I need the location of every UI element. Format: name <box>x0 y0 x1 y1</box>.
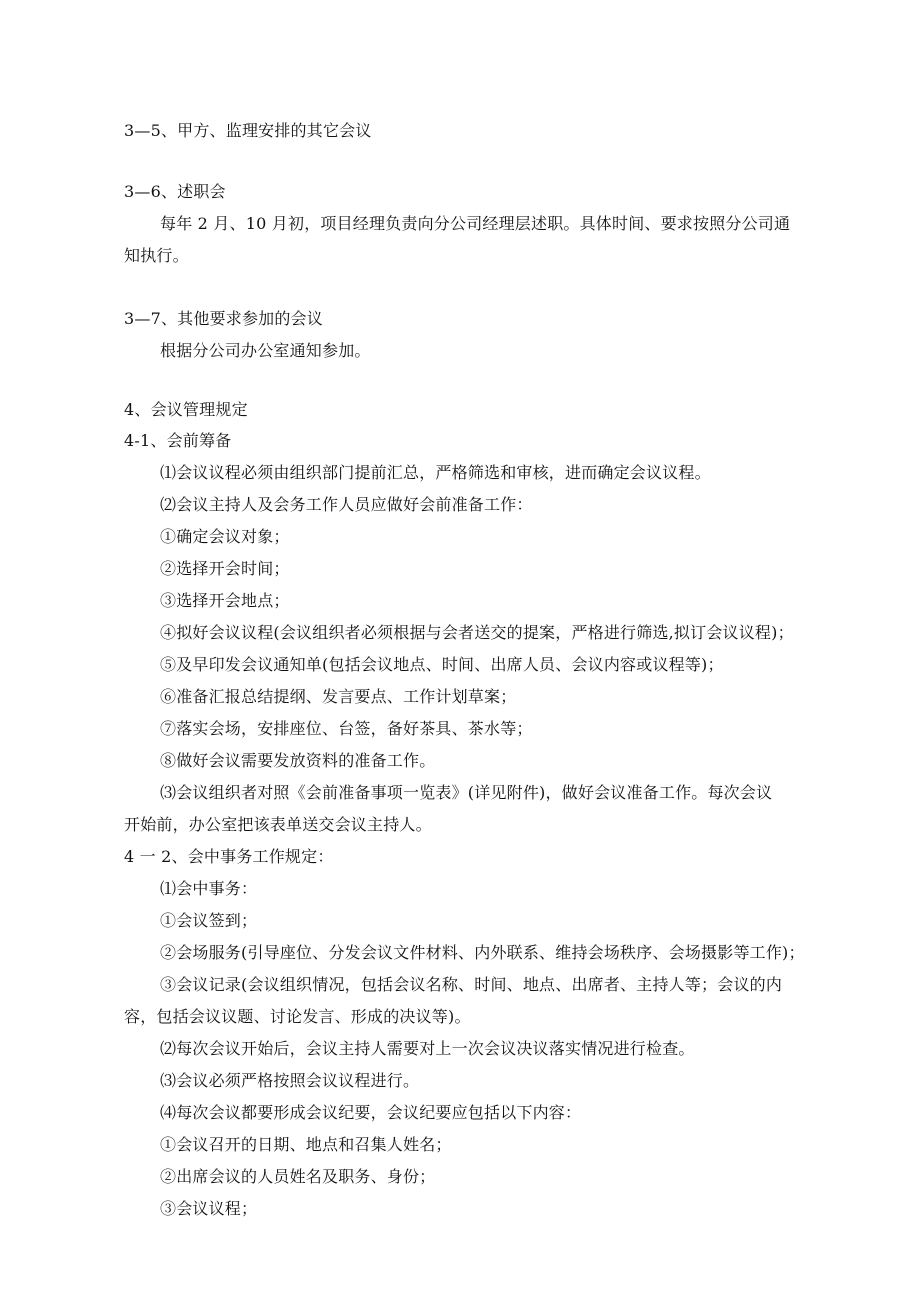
paragraph-3-6-line-2: 知执行。 <box>124 246 189 265</box>
list-item: ⑴会议议程必须由组织部门提前汇总，严格筛选和审核，进而确定会议议程。 <box>160 463 711 482</box>
list-item: ③选择开会地点； <box>160 591 290 610</box>
paragraph-3-7: 根据分公司办公室通知参加。 <box>160 341 371 360</box>
list-item: ④拟好会议议程(会议组织者必须根据与会者送交的提案，严格进行筛选,拟订会议议程)； <box>160 623 794 642</box>
list-item: ⑷每次会议都要形成会议纪要，会议纪要应包括以下内容： <box>160 1103 582 1122</box>
list-item: ①会议签到； <box>160 911 258 930</box>
list-item: ①确定会议对象； <box>160 527 290 546</box>
list-item: ⑶会议组织者对照《会前准备事项一览表》(详见附件)，做好会议准备工作。每次会议 <box>160 783 773 802</box>
list-item: ③会议议程； <box>160 1199 258 1218</box>
list-item: ⑧做好会议需要发放资料的准备工作。 <box>160 751 436 770</box>
heading-3-7: 3—7、其他要求参加的会议 <box>124 309 323 328</box>
list-item: ③会议记录(会议组织情况，包括会议名称、时间、地点、出席者、主持人等；会议的内 <box>160 975 783 994</box>
list-item: ①会议召开的日期、地点和召集人姓名； <box>160 1135 452 1154</box>
list-item-continuation: 容，包括会议议题、讨论发言、形成的决议等)。 <box>124 1007 471 1026</box>
heading-3-6: 3—6、述职会 <box>124 182 226 201</box>
list-item: ⑦落实会场，安排座位、台签，备好茶具、茶水等； <box>160 719 533 738</box>
heading-4: 4、会议管理规定 <box>124 400 248 419</box>
list-item: ⑥准备汇报总结提纲、发言要点、工作计划草案； <box>160 687 517 706</box>
heading-4-1: 4-1、会前筹备 <box>124 431 232 450</box>
paragraph-3-6-line-1: 每年 2 月、10 月初，项目经理负责向分公司经理层述职。具体时间、要求按照分公司通 <box>160 214 791 233</box>
heading-3-5: 3—5、甲方、监理安排的其它会议 <box>124 121 372 140</box>
list-item: ⑤及早印发会议通知单(包括会议地点、时间、出席人员、会议内容或议程等)； <box>160 655 724 674</box>
list-item: ②选择开会时间； <box>160 559 290 578</box>
list-item: ⑶会议必须严格按照会议议程进行。 <box>160 1071 420 1090</box>
list-item-continuation: 开始前，办公室把该表单送交会议主持人。 <box>124 815 432 834</box>
list-item: ⑴会中事务： <box>160 879 258 898</box>
heading-4-2: 4 一 2、会中事务工作规定： <box>124 847 334 866</box>
list-item: ⑵每次会议开始后，会议主持人需要对上一次会议决议落实情况进行检查。 <box>160 1039 695 1058</box>
list-item: ②出席会议的人员姓名及职务、身份； <box>160 1167 436 1186</box>
list-item: ②会场服务(引导座位、分发会议文件材料、内外联系、维持会场秩序、会场摄影等工作)； <box>160 943 805 962</box>
list-item: ⑵会议主持人及会务工作人员应做好会前准备工作： <box>160 495 533 514</box>
